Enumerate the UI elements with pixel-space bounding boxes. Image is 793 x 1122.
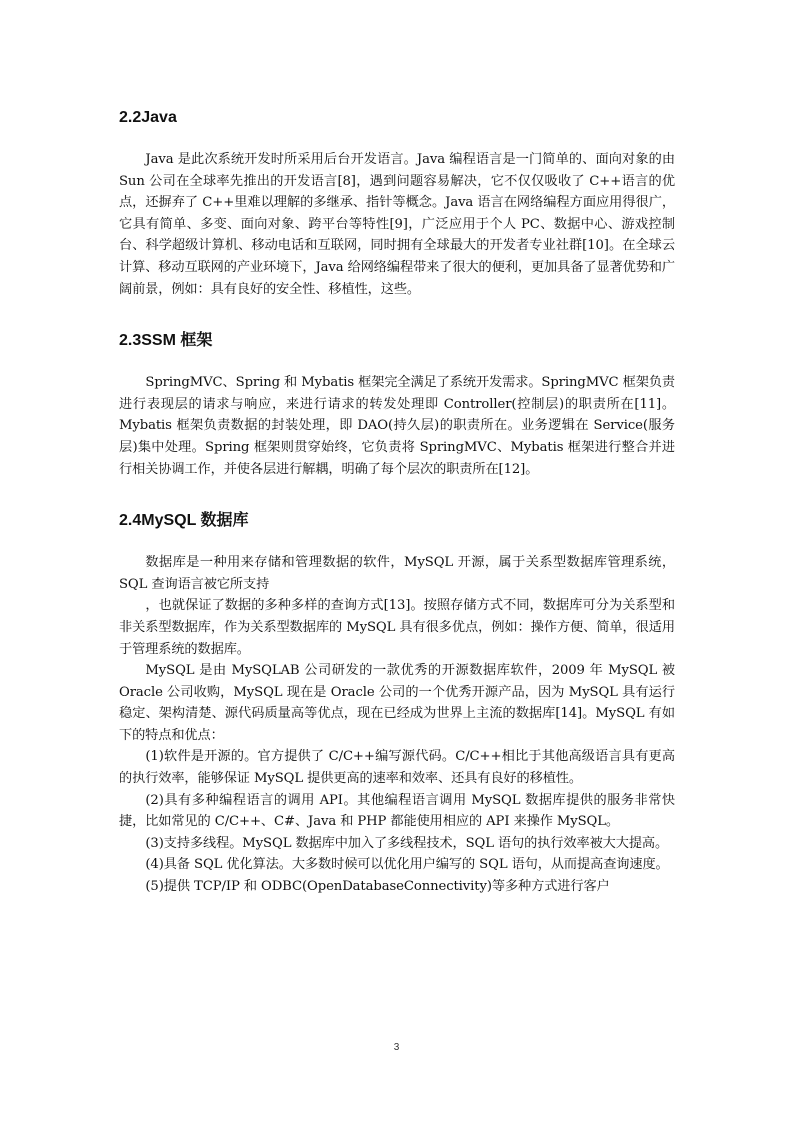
paragraph: SpringMVC、Spring 和 Mybatis 框架完全满足了系统开发需求。SpringMVC 框架负责进行表现层的请求与响应，来进行请求的转发处理即 Controller(控制层)的职责所在[11]。Mybatis 框架负责数据的封装处理，即 DAO(持久层)的职责所在。业务逻辑在 Service(服务层)集中处理。Spring 框架则贯穿始终，它负责将 SpringMVC、Mybatis 框架进行整合并进行相关协调工作，并使各层进行解耦，明确了每个层次的职责所在[12]。 bbox=[119, 375, 675, 477]
paragraph: ，也就保证了数据的多种多样的查询方式[13]。按照存储方式不同，数据库可分为关系型和非关系型数据库，作为关系型数据库的 MySQL 具有很多优点，例如：操作方便、简单，很适用于管理系统的数据库。 bbox=[119, 598, 675, 657]
paragraph: MySQL 是由 MySQLAB 公司研发的一款优秀的开源数据库软件，2009 年 MySQL 被 Oracle 公司收购，MySQL 现在是 Oracle 公司的一个优秀开源产品，因为 MySQL 具有运行稳定、架构清楚、源代码质量高等优点，现在已经成为世界上主流的数据库[14]。MySQL 有如下的特点和优点： bbox=[119, 663, 675, 743]
list-item: (3)支持多线程。MySQL 数据库中加入了多线程技术，SQL 语句的执行效率被大大提高。 bbox=[145, 835, 669, 851]
section-heading-ssm: 2.3SSM 框架 bbox=[119, 332, 213, 350]
section-ssm bbox=[119, 329, 675, 480]
list-item: (2)具有多种编程语言的调用 API。其他编程语言调用 MySQL 数据库提供的服务非常快捷，比如常见的 C/C++、C#、Java 和 PHP 都能使用相应的 API 来操作 MySQL。 bbox=[119, 792, 675, 830]
section-mysql bbox=[119, 509, 675, 898]
section-heading-java: 2.2Java bbox=[119, 109, 177, 126]
list-item: (5)提供 TCP/IP 和 ODBC(OpenDatabaseConnectivity)等多种方式进行客户 bbox=[145, 879, 610, 895]
list-item: (1)软件是开源的。官方提供了 C/C++编写源代码。C/C++相比于其他高级语言具有更高的执行效率，能够保证 MySQL 提供更高的速率和效率、还具有良好的移植性。 bbox=[119, 749, 675, 787]
section-java bbox=[119, 106, 675, 300]
list-item: (4)具备 SQL 优化算法。大多数时候可以优化用户编写的 SQL 语句，从而提高查询速度。 bbox=[145, 857, 669, 873]
paragraph: 数据库是一种用来存储和管理数据的软件，MySQL 开源，属于关系型数据库管理系统，SQL 查询语言被它所支持 bbox=[119, 555, 675, 592]
page-content bbox=[119, 100, 675, 898]
paragraph: Java 是此次系统开发时所采用后台开发语言。Java 编程语言是一门简单的、面向对象的由 Sun 公司在全球率先推出的开发语言[8]，遇到问题容易解决，它不仅仅吸收了 C++语言的优点，还摒弃了 C++里难以理解的多继承、指针等概念。Java 语言在网络编程方面应用得很广，它具有简单、多变、面向对象、跨平台等特性[9]，广泛应用于个人 PC、数据中心、游戏控制台、科学超级计算机、移动电话和互联网，同时拥有全球最大的开发者专业社群[10]。在全球云计算、移动互联网的产业环境下，Java 给网络编程带来了很大的便利，更加具备了显著优势和广阔前景，例如：具有良好的安全性、移植性，这些。 bbox=[119, 152, 675, 297]
section-heading-mysql: 2.4MySQL 数据库 bbox=[119, 512, 249, 530]
page-number: 3 bbox=[393, 1042, 400, 1053]
